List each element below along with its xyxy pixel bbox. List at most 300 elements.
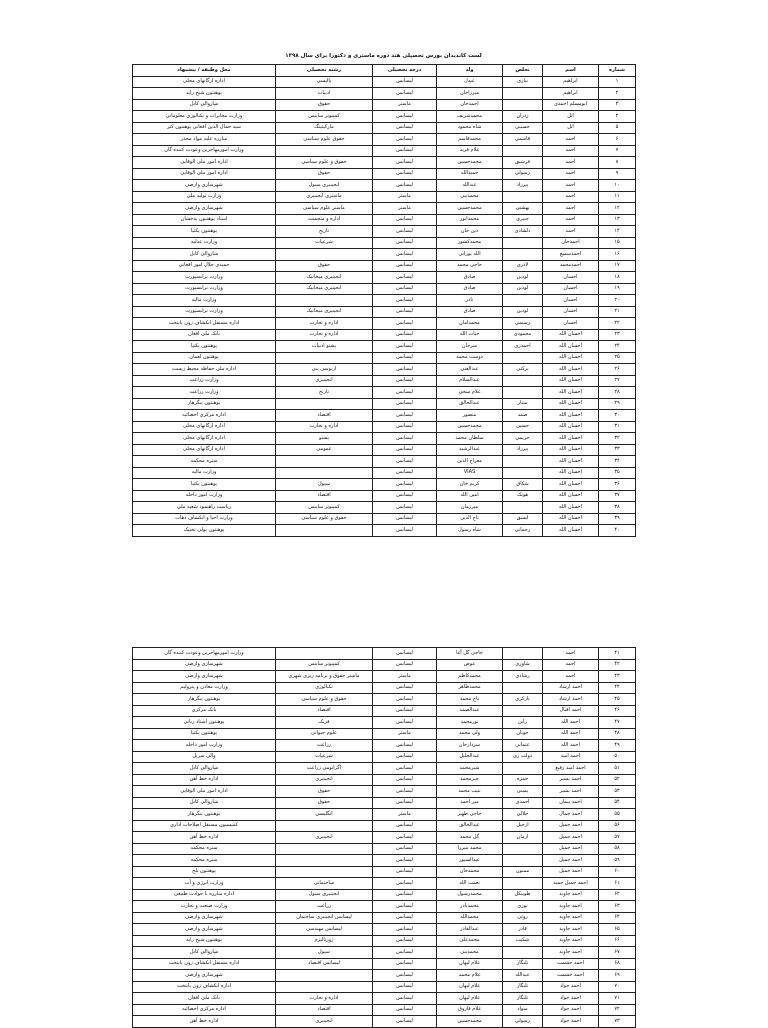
- table-cell: ۱۱: [599, 191, 636, 203]
- table-cell: لیسانس: [373, 502, 437, 514]
- table-cell: شهرسازی وارضی: [133, 671, 276, 683]
- table-cell: احسان الله: [543, 479, 599, 491]
- table-cell: عبدالله: [437, 180, 503, 192]
- table-cell: رسولی: [503, 168, 543, 180]
- table-cell: عبدالله: [503, 970, 543, 982]
- table-cell: عبدل: [437, 76, 503, 88]
- table-cell: لیسانس: [373, 705, 437, 717]
- table-cell: کمپیوتر ساینس: [276, 111, 373, 123]
- table-cell: احسان الله: [543, 502, 599, 514]
- table-cell: ۶۱: [599, 878, 636, 890]
- table-cell: پوهنتون ننگرهار: [133, 809, 276, 821]
- table-cell: شکیب: [503, 935, 543, 947]
- table-cell: لیسانس: [373, 364, 437, 376]
- table-cell: احمد حواد: [543, 981, 599, 993]
- table-cell: ۲۵: [599, 352, 636, 364]
- table-cell: نثیب محمد: [437, 786, 503, 798]
- table-cell: لیسق: [503, 513, 543, 525]
- table-cell: احمد حواد: [543, 1016, 599, 1028]
- table-cell: ابراهیم: [543, 88, 599, 100]
- table-cell: شهرسازی وارضی: [133, 203, 276, 215]
- table-cell: محمدحسین: [437, 421, 503, 433]
- table-cell: لیسانس: [373, 387, 437, 399]
- table-row: [133, 866, 636, 878]
- table-cell: لیسانس: [373, 832, 437, 844]
- table-cell: حقوق: [276, 786, 373, 798]
- table-cell: اداره ملی حفاظه محیط زیست: [133, 364, 276, 376]
- table-cell: غلام فرید: [437, 145, 503, 157]
- table-cell: ۴۲: [599, 659, 636, 671]
- table-cell: ۲۶: [599, 364, 636, 376]
- table-cell: اداره خط آهن: [133, 832, 276, 844]
- table-row: [133, 467, 636, 479]
- table-cell: احسان الله: [543, 456, 599, 468]
- table-cell: شاه رسول: [437, 525, 503, 537]
- table-row: [133, 763, 636, 775]
- table-cell: عمومی: [276, 444, 373, 456]
- table-cell: احمدی: [503, 797, 543, 809]
- table-cell: ۷۲: [599, 1004, 636, 1016]
- table-cell: لیسانس انجینیری ساختمان: [276, 912, 373, 924]
- table-cell: پوهنتون پکتیا: [133, 341, 276, 353]
- table-cell: شاروالی کابل: [133, 797, 276, 809]
- table-cell: ۵۳: [599, 786, 636, 798]
- table-cell: نیازی: [503, 76, 543, 88]
- table-cell: ۱: [599, 76, 636, 88]
- table-cell: تلنگار: [503, 993, 543, 1005]
- table-cell: [503, 456, 543, 468]
- table-cell: احمدسمیع: [543, 249, 599, 261]
- table-cell: وزارت تولید ملی: [133, 191, 276, 203]
- table-cell: شهرسازی وارضی: [133, 912, 276, 924]
- table-row: [133, 1004, 636, 1016]
- table-cell: انجینیری میخانیک: [276, 306, 373, 318]
- table-cell: محمدنبی: [437, 947, 503, 959]
- table-cell: پوهنتون استاد ربانی: [133, 717, 276, 729]
- table-row: [133, 705, 636, 717]
- table-cell: حقوق علوم سیاسی: [276, 134, 373, 146]
- table-cell: احمد پیمان: [543, 797, 599, 809]
- table-cell: زراعت: [276, 901, 373, 913]
- table-cell: احسان الله: [543, 513, 599, 525]
- table-row: [133, 444, 636, 456]
- table-cell: اداره ارگانهای محلی: [133, 444, 276, 456]
- table-cell: [276, 981, 373, 993]
- table-cell: بانک ملی افغان: [133, 993, 276, 1005]
- table-cell: اداره امور ملی الوقایی: [133, 786, 276, 798]
- table-cell: قادر: [503, 924, 543, 936]
- table-cell: احمد: [543, 214, 599, 226]
- table-row: [133, 456, 636, 468]
- table-cell: اداره انکشاف زون پایتخت: [133, 981, 276, 993]
- table-cell: [503, 763, 543, 775]
- table-cell: نوری: [503, 901, 543, 913]
- table-row: [133, 341, 636, 353]
- table-cell: وزارت انرژی و آب: [133, 878, 276, 890]
- table-cell: میرزمان: [437, 502, 503, 514]
- table-cell: ستره محکمه: [133, 456, 276, 468]
- table-cell: حاجی ظهیر: [437, 809, 503, 821]
- table-row: [133, 648, 636, 660]
- table-cell: انگلیسی: [276, 809, 373, 821]
- table-cell: احمد امید رفیع: [543, 763, 599, 775]
- table-row: [133, 740, 636, 752]
- table-cell: سردارخان: [437, 740, 503, 752]
- table-cell: ۳۶: [599, 479, 636, 491]
- table-cell: عبدالغنی: [437, 364, 503, 376]
- table-cell: ۲۱: [599, 306, 636, 318]
- table-cell: اداره و تجارت: [276, 993, 373, 1005]
- table-cell: غلام محمد: [437, 970, 503, 982]
- table-row: [133, 203, 636, 215]
- table-cell: مبارزه علیه مواد مخدر: [133, 134, 276, 146]
- table-cell: شهرسازی وارضی: [133, 970, 276, 982]
- table-cell: ماستر: [373, 809, 437, 821]
- table-row: [133, 659, 636, 671]
- table-cell: استاد پوهنتون بدخشان: [133, 214, 276, 226]
- table-cell: دوست محمد: [437, 352, 503, 364]
- table-cell: احمد بشیر: [543, 786, 599, 798]
- table-row: [133, 306, 636, 318]
- header-cell: تخلص: [503, 65, 543, 77]
- table-cell: لیسانس: [373, 490, 437, 502]
- table-cell: لیسانس: [373, 763, 437, 775]
- table-cell: لیسانس: [373, 341, 437, 353]
- table-cell: ۴۵: [599, 694, 636, 706]
- table-cell: وزارت امورمهاجرین وعودت کننده گان: [133, 648, 276, 660]
- table-cell: [503, 467, 543, 479]
- table-cell: اتل: [543, 111, 599, 123]
- table-cell: حقوق و علوم سیاسی: [276, 513, 373, 525]
- table-cell: ۶۸: [599, 958, 636, 970]
- table-cell: عبدالرشید: [437, 444, 503, 456]
- table-row: [133, 728, 636, 740]
- table-row: [133, 99, 636, 111]
- table-cell: لیسانس: [373, 134, 437, 146]
- table-row: [133, 88, 636, 100]
- table-cell: معراج الدین: [437, 456, 503, 468]
- table-cell: احمدخان: [543, 237, 599, 249]
- table-cell: احمدزی: [503, 341, 543, 353]
- table-cell: یمینی: [503, 786, 543, 798]
- table-cell: احمد جاوید: [543, 935, 599, 947]
- table-cell: نعمت الله: [437, 878, 503, 890]
- table-cell: [503, 145, 543, 157]
- table-cell: احمد: [543, 145, 599, 157]
- table-cell: عثمانی: [503, 740, 543, 752]
- table-cell: بهشتی: [503, 203, 543, 215]
- table-row: [133, 134, 636, 146]
- table-cell: لیسانس: [373, 272, 437, 284]
- table-cell: سلطان محمد: [437, 433, 503, 445]
- table-cell: ۷۳: [599, 1016, 636, 1028]
- table-row: [133, 490, 636, 502]
- table-cell: ماستری انجینیری: [276, 191, 373, 203]
- table-cell: پالیسی: [276, 76, 373, 88]
- table-cell: ۴۱: [599, 648, 636, 660]
- table-cell: ۱۹: [599, 283, 636, 295]
- table-cell: محمدحسین: [437, 157, 503, 169]
- table-cell: [503, 249, 543, 261]
- table-cell: ۲۳: [599, 329, 636, 341]
- table-row: [133, 832, 636, 844]
- table-cell: VIAS: [437, 467, 503, 479]
- table-row: [133, 958, 636, 970]
- table-cell: احسان الله: [543, 444, 599, 456]
- table-cell: ۲۴: [599, 341, 636, 353]
- table-cell: [503, 648, 543, 660]
- table-row: [133, 513, 636, 525]
- table-cell: محمدرسول: [437, 889, 503, 901]
- table-cell: [276, 843, 373, 855]
- table-cell: احسان: [543, 283, 599, 295]
- table-cell: اداره و تجارت: [276, 329, 373, 341]
- table-cell: احسان الله: [543, 398, 599, 410]
- table-cell: حقوق: [276, 797, 373, 809]
- table-cell: لیسانس: [373, 237, 437, 249]
- table-cell: احمد جمال: [543, 809, 599, 821]
- table-cell: عبدالخلیل: [437, 751, 503, 763]
- table-cell: وزارت مالیه: [133, 467, 276, 479]
- table-cell: لیسانس: [373, 740, 437, 752]
- table-row: [133, 410, 636, 422]
- table-cell: ولی محمد: [437, 728, 503, 740]
- table-cell: انجینیری: [276, 1016, 373, 1028]
- table-cell: احسان الله: [543, 375, 599, 387]
- table-cell: لیسانس: [373, 751, 437, 763]
- table-row: [133, 180, 636, 192]
- table-row: [133, 820, 636, 832]
- table-cell: تاج محمد: [437, 694, 503, 706]
- table-cell: [503, 855, 543, 867]
- table-cell: اقتصاد: [276, 410, 373, 422]
- table-row: [133, 157, 636, 169]
- table-cell: ازمان: [503, 832, 543, 844]
- table-cell: تاریخ: [276, 226, 373, 238]
- table-cell: ۱۳: [599, 214, 636, 226]
- table-cell: شکاق: [503, 479, 543, 491]
- table-row: [133, 145, 636, 157]
- table-cell: لیسانس: [373, 855, 437, 867]
- table-cell: غلام سخی: [437, 387, 503, 399]
- table-cell: رحمانی: [503, 525, 543, 537]
- table-cell: حاجی گل آغا: [437, 648, 503, 660]
- table-cell: احمد الله: [543, 717, 599, 729]
- table-cell: احمد جمیل: [543, 820, 599, 832]
- table-cell: ۶۲: [599, 889, 636, 901]
- table-cell: اداره ارگانهای محلی: [133, 76, 276, 88]
- table-cell: لیسانس: [373, 249, 437, 261]
- table-row: [133, 912, 636, 924]
- table-row: [133, 168, 636, 180]
- table-cell: احسان الله: [543, 490, 599, 502]
- table-body-2: [133, 648, 636, 1028]
- table-cell: محمدالله: [437, 912, 503, 924]
- table-cell: احمد: [543, 648, 599, 660]
- table-row: [133, 318, 636, 330]
- table-cell: اقتصاد: [276, 705, 373, 717]
- table-cell: طوبیکل: [503, 889, 543, 901]
- table-cell: ۴۴: [599, 682, 636, 694]
- table-cell: لیسانس: [373, 318, 437, 330]
- table-row: [133, 433, 636, 445]
- table-cell: ۳۴: [599, 456, 636, 468]
- table-cell: [276, 820, 373, 832]
- table-cell: ماستر حقوق و برنامه ریزی شهری: [276, 671, 373, 683]
- table-row: [133, 1016, 636, 1028]
- table-cell: لیسانس: [373, 843, 437, 855]
- table-cell: لیسانس: [373, 513, 437, 525]
- table-cell: [503, 191, 543, 203]
- table-cell: [276, 866, 373, 878]
- table-row: [133, 797, 636, 809]
- table-cell: شهرسازی وارضی: [133, 924, 276, 936]
- table-cell: احمد ارشاد: [543, 694, 599, 706]
- table-cell: لیسانس: [373, 947, 437, 959]
- table-row: [133, 924, 636, 936]
- table-cell: جبیری: [503, 214, 543, 226]
- table-cell: احسان الله: [543, 410, 599, 422]
- table-cell: عبدالخالق: [437, 398, 503, 410]
- table-cell: عبدالصمد: [437, 705, 503, 717]
- table-cell: لیسانس: [373, 820, 437, 832]
- table-cell: لیسانس: [373, 122, 437, 134]
- table-row: [133, 272, 636, 284]
- table-cell: احمد: [543, 157, 599, 169]
- table-cell: وزارت احیا و انکشاف دهات: [133, 513, 276, 525]
- table-row: [133, 751, 636, 763]
- table-cell: ۱۸: [599, 272, 636, 284]
- table-cell: [276, 970, 373, 982]
- table-row: [133, 329, 636, 341]
- table-cell: منصور: [437, 410, 503, 422]
- table-cell: ادبیات: [276, 88, 373, 100]
- table-cell: احمد جاوید: [543, 912, 599, 924]
- table-cell: بارکزی: [503, 694, 543, 706]
- table-cell: غلام لیهان: [437, 993, 503, 1005]
- table-cell: اداره ارگانهای محلی: [133, 433, 276, 445]
- table-cell: ۴۰: [599, 525, 636, 537]
- table-cell: شیرمحمد: [437, 763, 503, 775]
- table-cell: ۷۰: [599, 981, 636, 993]
- table-cell: ۶۳: [599, 901, 636, 913]
- table-cell: احسان الله: [543, 352, 599, 364]
- table-cell: لیسانس: [373, 525, 437, 537]
- table-cell: احمد الله: [543, 728, 599, 740]
- table-cell: ۵۶: [599, 820, 636, 832]
- table-cell: احمد الله: [543, 740, 599, 752]
- table-cell: شاه محمود: [437, 122, 503, 134]
- table-cell: [276, 249, 373, 261]
- table-cell: لیسانس: [373, 180, 437, 192]
- table-cell: لیسانس: [373, 935, 437, 947]
- table-cell: ۶۵: [599, 924, 636, 936]
- table-cell: علوم حیوانی: [276, 728, 373, 740]
- table-row: [133, 375, 636, 387]
- table-cell: انجینیری: [276, 375, 373, 387]
- table-cell: راین: [503, 717, 543, 729]
- table-cell: اداره مستقل انکشاف زون پایتخت: [133, 958, 276, 970]
- table-cell: صادق: [437, 272, 503, 284]
- table-cell: کمیسیون مستقل اصلاحات اداری: [133, 820, 276, 832]
- table-cell: لیسانس: [373, 774, 437, 786]
- table-cell: انجینیری سیول: [276, 180, 373, 192]
- table-cell: احمد حواد: [543, 1004, 599, 1016]
- table-cell: دولت زی: [503, 751, 543, 763]
- table-cell: احسان الله: [543, 433, 599, 445]
- table-cell: غلام لیهان: [437, 981, 503, 993]
- table-cell: احمد ارشاد: [543, 682, 599, 694]
- table-cell: میرزاخان: [437, 88, 503, 100]
- table-cell: ۱۲: [599, 203, 636, 215]
- table-block-2: [132, 647, 635, 1028]
- table-cell: لیسانس: [373, 648, 437, 660]
- table-cell: احمدمحمد: [543, 260, 599, 272]
- table-cell: تاج الدین: [437, 513, 503, 525]
- table-cell: ابراهیم: [543, 76, 599, 88]
- table-cell: احسان الله: [543, 329, 599, 341]
- table-cell: اداره مستقل انکشاف زون پایتخت: [133, 318, 276, 330]
- table-cell: لیسانس: [373, 467, 437, 479]
- table-cell: لیسانس: [373, 398, 437, 410]
- table-cell: اداره و تجارت: [276, 421, 373, 433]
- table-cell: لیسانس: [373, 924, 437, 936]
- table-cell: سیول: [276, 479, 373, 491]
- header-cell: شماره: [599, 65, 636, 77]
- table-cell: لیسانس: [373, 168, 437, 180]
- table-row: [133, 935, 636, 947]
- table-cell: ۴۳: [599, 671, 636, 683]
- table-cell: احسان: [543, 295, 599, 307]
- table-cell: اداره خط آهن: [133, 774, 276, 786]
- table-cell: پیرزاد: [503, 444, 543, 456]
- table-row: [133, 809, 636, 821]
- table-row: [133, 694, 636, 706]
- table-cell: محمدعلی: [437, 935, 503, 947]
- table-cell: محمدخان: [437, 866, 503, 878]
- candidates-table-2: [132, 647, 636, 1028]
- table-cell: لودین: [503, 272, 543, 284]
- table-cell: [503, 947, 543, 959]
- table-cell: ۷۱: [599, 993, 636, 1005]
- table-cell: لیسانس: [373, 958, 437, 970]
- table-cell: محمدکاظم: [437, 671, 503, 683]
- table-cell: [503, 237, 543, 249]
- table-cell: ۴۷: [599, 717, 636, 729]
- table-cell: وزارت مخابرات و تکنالوژی معلوماتی: [133, 111, 276, 123]
- table-cell: اداره مرکزی احصائیه: [133, 1004, 276, 1016]
- table-cell: احمد: [543, 203, 599, 215]
- table-cell: عبدالخالق: [437, 820, 503, 832]
- table-cell: اقتصاد: [276, 490, 373, 502]
- table-cell: ۵۷: [599, 832, 636, 844]
- table-cell: وزارت امور داخله: [133, 490, 276, 502]
- table-cell: ۴۹: [599, 740, 636, 752]
- table-cell: وزارت ترانسپورت: [133, 272, 276, 284]
- table-cell: [503, 502, 543, 514]
- table-cell: لیسانس: [373, 912, 437, 924]
- table-cell: زراعت: [276, 740, 373, 752]
- table-cell: لیسانس: [373, 76, 437, 88]
- table-cell: عوض: [437, 659, 503, 671]
- table-cell: ۳۷: [599, 490, 636, 502]
- table-cell: [503, 375, 543, 387]
- table-body-1: [133, 76, 636, 536]
- table-cell: والی سرپل: [133, 751, 276, 763]
- table-row: [133, 295, 636, 307]
- table-cell: ماستر: [373, 99, 437, 111]
- table-row: [133, 981, 636, 993]
